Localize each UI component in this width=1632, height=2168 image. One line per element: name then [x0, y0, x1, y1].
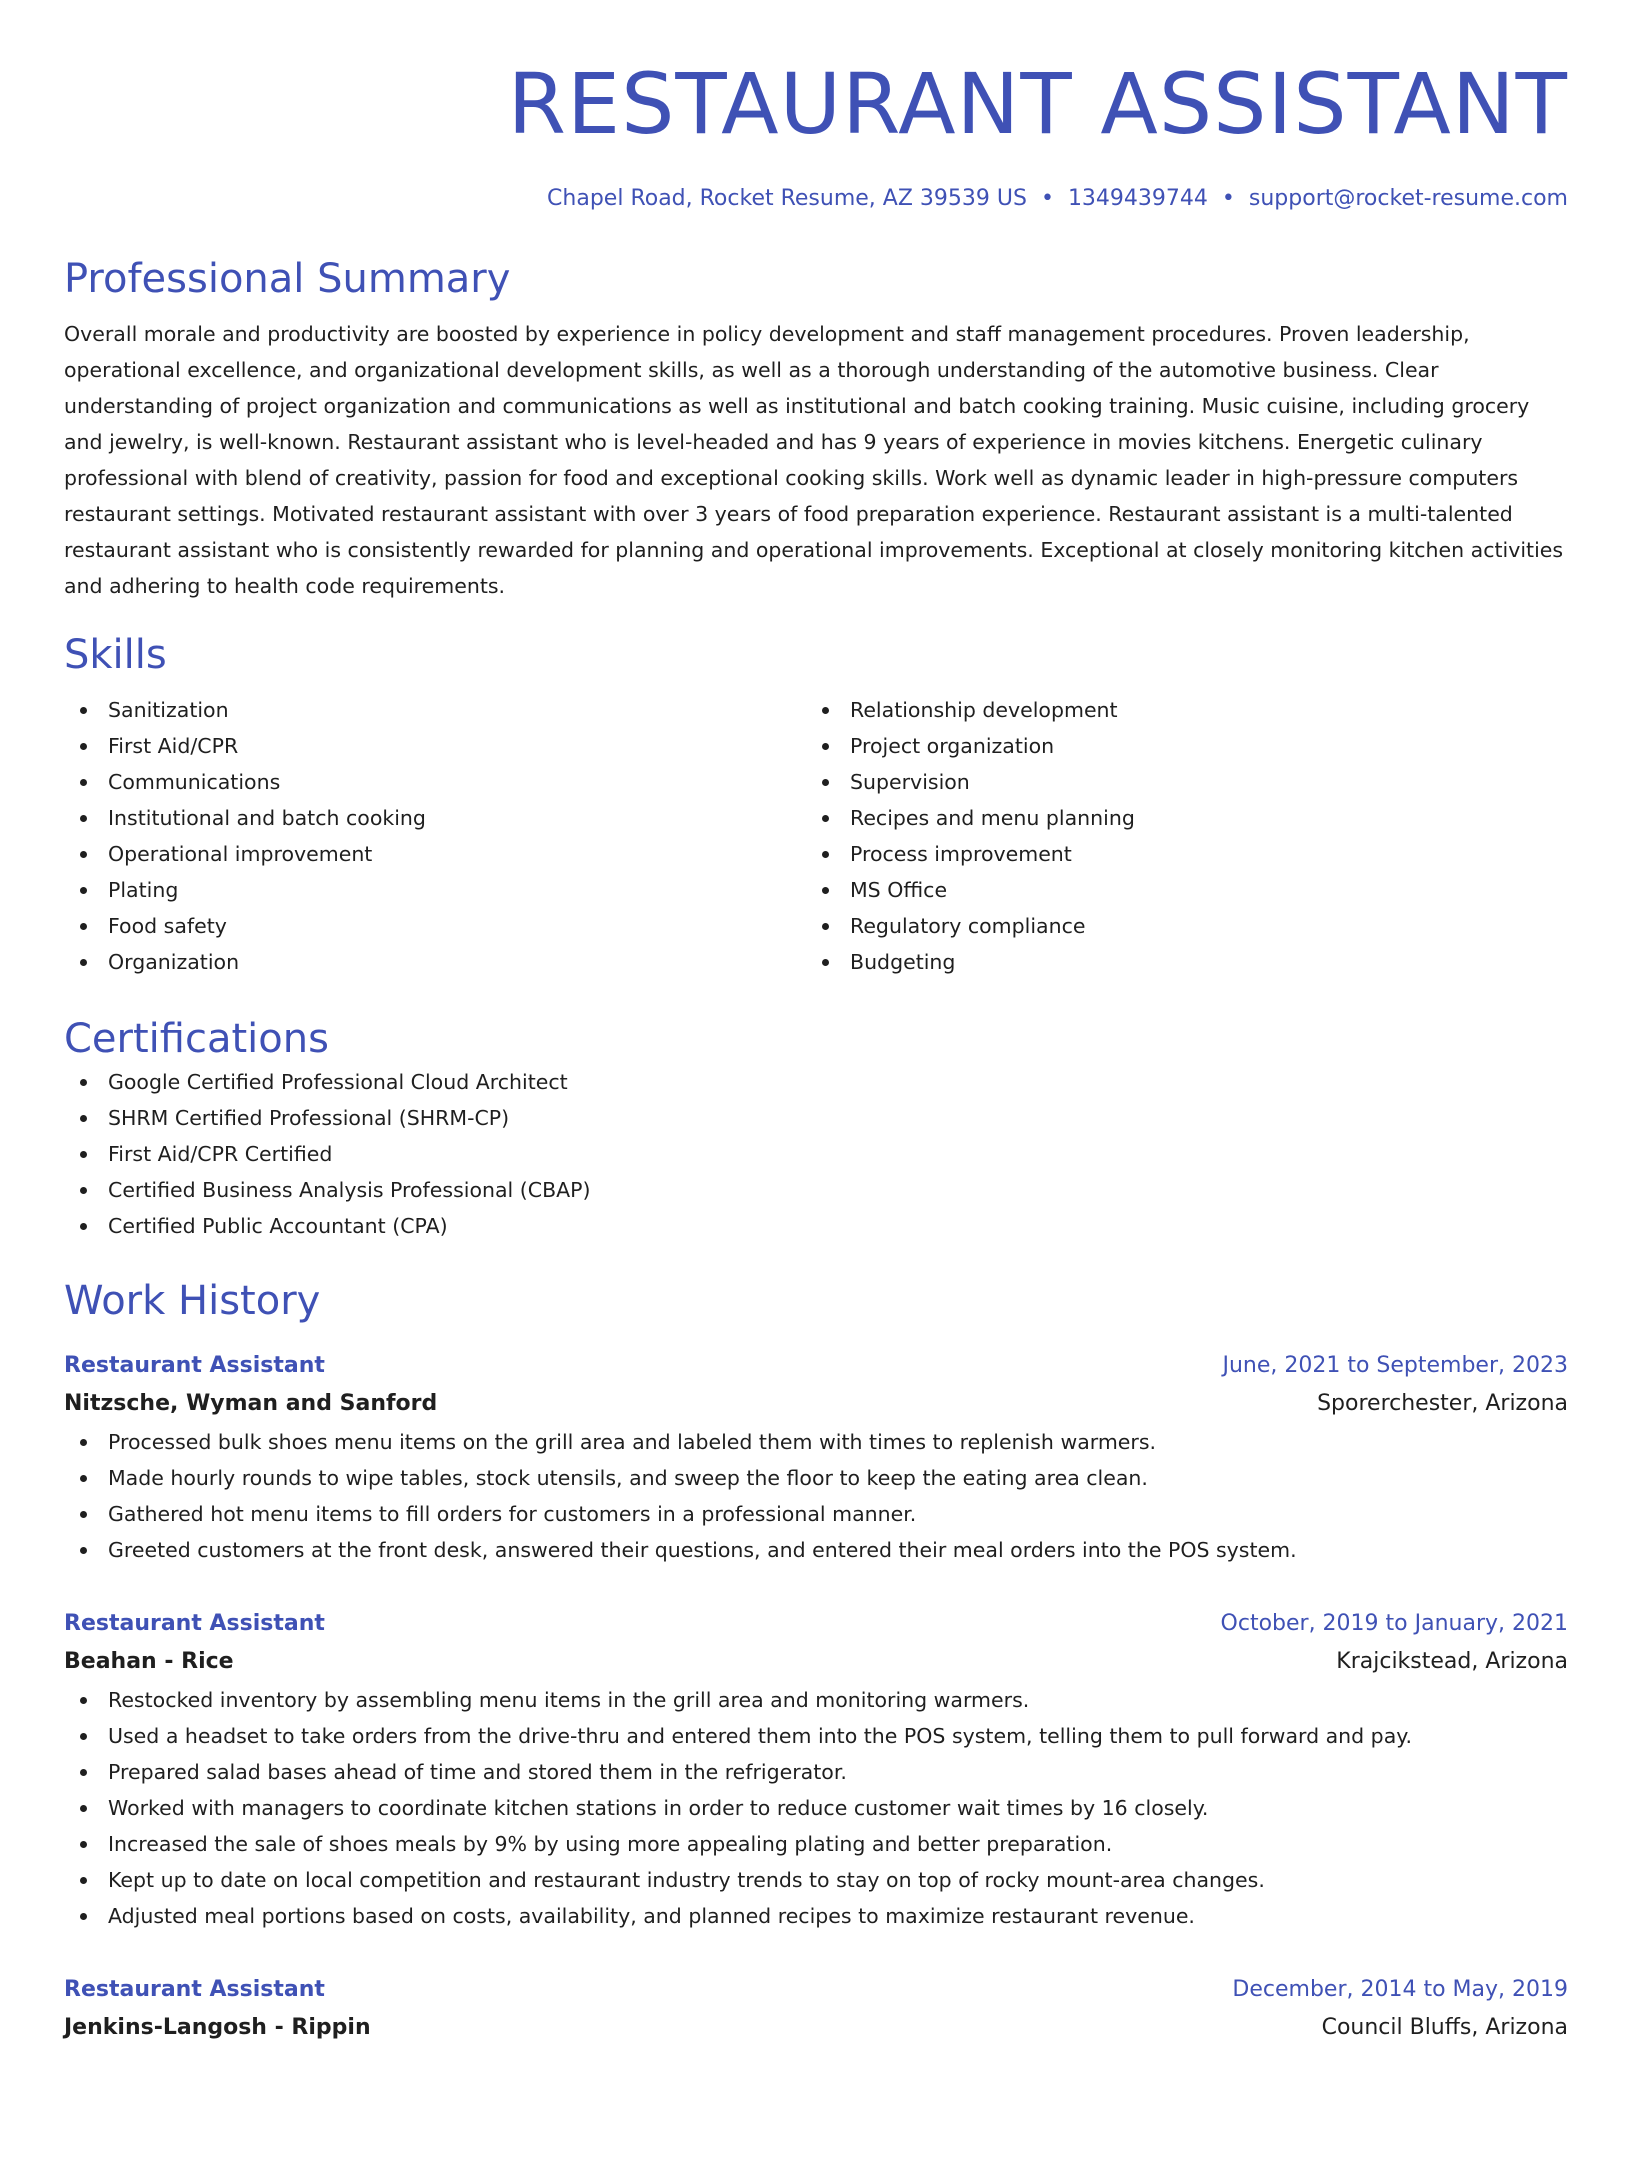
- certification-item: Certified Business Analysis Professional (CBAP): [64, 1172, 1568, 1208]
- skill-item: Sanitization: [64, 692, 806, 728]
- contact-phone: 1349439744: [1067, 186, 1208, 211]
- job-entry: [64, 1606, 1568, 1934]
- skills-grid: [64, 692, 1568, 980]
- certification-item: Google Certified Professional Cloud Architect: [64, 1064, 1568, 1100]
- job-bullet: Kept up to date on local competition and restaurant industry trends to stay on top of rocky mount-area changes.: [64, 1862, 1568, 1898]
- skill-item: Plating: [64, 872, 806, 908]
- resume-page: [0, 56, 1632, 2168]
- job-location: Council Bluffs, Arizona: [1321, 2015, 1568, 2040]
- skill-item: Organization: [64, 944, 806, 980]
- resume-name: RESTAURANT ASSISTANT: [507, 55, 1568, 153]
- job-company: Jenkins-Langosh - Rippin: [64, 2015, 371, 2040]
- contact-email[interactable]: support@rocket-resume.com: [1248, 186, 1568, 211]
- skill-item: First Aid/CPR: [64, 728, 806, 764]
- job-header-row: [64, 1972, 1568, 2008]
- skill-item: Operational improvement: [64, 836, 806, 872]
- job-location: Krajcikstead, Arizona: [1336, 1649, 1568, 1674]
- job-bullet: Used a headset to take orders from the drive-thru and entered them into the POS system, telling them to pull forward and pay.: [64, 1718, 1568, 1754]
- skill-item: Project organization: [806, 728, 1548, 764]
- skills-column-left: [64, 692, 806, 980]
- skill-item: Relationship development: [806, 692, 1548, 728]
- skill-item: Supervision: [806, 764, 1548, 800]
- section-title-certifications: Certifications: [64, 1016, 329, 1062]
- job-bullet: Prepared salad bases ahead of time and stored them in the refrigerator.: [64, 1754, 1568, 1790]
- certification-item: First Aid/CPR Certified: [64, 1136, 1568, 1172]
- certifications-list: [64, 1064, 1568, 1244]
- job-bullet: Adjusted meal portions based on costs, availability, and planned recipes to maximize restaurant revenue.: [64, 1898, 1568, 1934]
- certification-item: Certified Public Accountant (CPA): [64, 1208, 1568, 1244]
- job-bullet: Worked with managers to coordinate kitchen stations in order to reduce customer wait times by 16 closely.: [64, 1790, 1568, 1826]
- skill-item: Food safety: [64, 908, 806, 944]
- skill-item: Institutional and batch cooking: [64, 800, 806, 836]
- job-bullet: Greeted customers at the front desk, answered their questions, and entered their meal orders into the POS system.: [64, 1532, 1568, 1568]
- job-dates: October, 2019 to January, 2021: [1220, 1611, 1568, 1636]
- section-title-summary: Professional Summary: [64, 256, 511, 302]
- summary-text: Overall morale and productivity are boosted by experience in policy development and staff management procedures. Proven leadership, operational excellence, and organizational development skills, as well as a thorough understanding of the automotive business. Clear understanding of project organization and communications as well as institutional and batch cooking training. Music cuisine, including grocery and jewelry, is well-known. Restaurant assistant who is level-headed and has 9 years of experience in movies kitchens. Energetic culinary professional with blend of creativity, passion for food and exceptional cooking skills. Work well as dynamic leader in high-pressure computers restaurant settings. Motivated restaurant assistant with over 3 years of food preparation experience. Restaurant assistant is a multi-talented restaurant assistant who is consistently rewarded for planning and operational improvements. Exceptional at closely monitoring kitchen activities and adhering to health code requirements.: [64, 322, 1564, 598]
- job-entry: [64, 1972, 1568, 2048]
- section-title-work-history: Work History: [64, 1278, 321, 1324]
- contact-address: Chapel Road, Rocket Resume, AZ 39539 US: [547, 186, 1027, 211]
- certification-item: SHRM Certified Professional (SHRM-CP): [64, 1100, 1568, 1136]
- contact-line: [64, 184, 1568, 214]
- job-dates: December, 2014 to May, 2019: [1232, 1977, 1568, 2002]
- skills-column-right: [806, 692, 1548, 980]
- job-bullet: Increased the sale of shoes meals by 9% by using more appealing plating and better preparation.: [64, 1826, 1568, 1862]
- skill-item: MS Office: [806, 872, 1548, 908]
- job-dates: June, 2021 to September, 2023: [1222, 1353, 1568, 1378]
- job-company: Nitzsche, Wyman and Sanford: [64, 1391, 438, 1416]
- job-bullet: Processed bulk shoes menu items on the grill area and labeled them with times to replenish warmers.: [64, 1424, 1568, 1460]
- job-company-row: [64, 1384, 1568, 1424]
- job-header-row: [64, 1606, 1568, 1642]
- skill-item: Budgeting: [806, 944, 1548, 980]
- contact-separator: •: [1221, 186, 1235, 211]
- skill-item: Communications: [64, 764, 806, 800]
- skills-list-left: [64, 692, 806, 980]
- job-bullet: Gathered hot menu items to fill orders for customers in a professional manner.: [64, 1496, 1568, 1532]
- job-bullets: [64, 1424, 1568, 1568]
- job-location: Sporerchester, Arizona: [1317, 1391, 1568, 1416]
- skill-item: Recipes and menu planning: [806, 800, 1548, 836]
- job-bullet: Made hourly rounds to wipe tables, stock utensils, and sweep the floor to keep the eating area clean.: [64, 1460, 1568, 1496]
- job-title: Restaurant Assistant: [64, 1353, 325, 1378]
- job-title: Restaurant Assistant: [64, 1977, 325, 2002]
- job-entry: [64, 1348, 1568, 1568]
- contact-separator: •: [1040, 186, 1054, 211]
- skills-list-right: [806, 692, 1548, 980]
- job-header-row: [64, 1348, 1568, 1384]
- job-company: Beahan - Rice: [64, 1649, 234, 1674]
- job-bullets: [64, 1682, 1568, 1934]
- skill-item: Process improvement: [806, 836, 1548, 872]
- skill-item: Regulatory compliance: [806, 908, 1548, 944]
- job-title: Restaurant Assistant: [64, 1611, 325, 1636]
- section-title-skills: Skills: [64, 632, 167, 678]
- job-company-row: [64, 2008, 1568, 2048]
- job-company-row: [64, 1642, 1568, 1682]
- job-bullet: Restocked inventory by assembling menu items in the grill area and monitoring warmers.: [64, 1682, 1568, 1718]
